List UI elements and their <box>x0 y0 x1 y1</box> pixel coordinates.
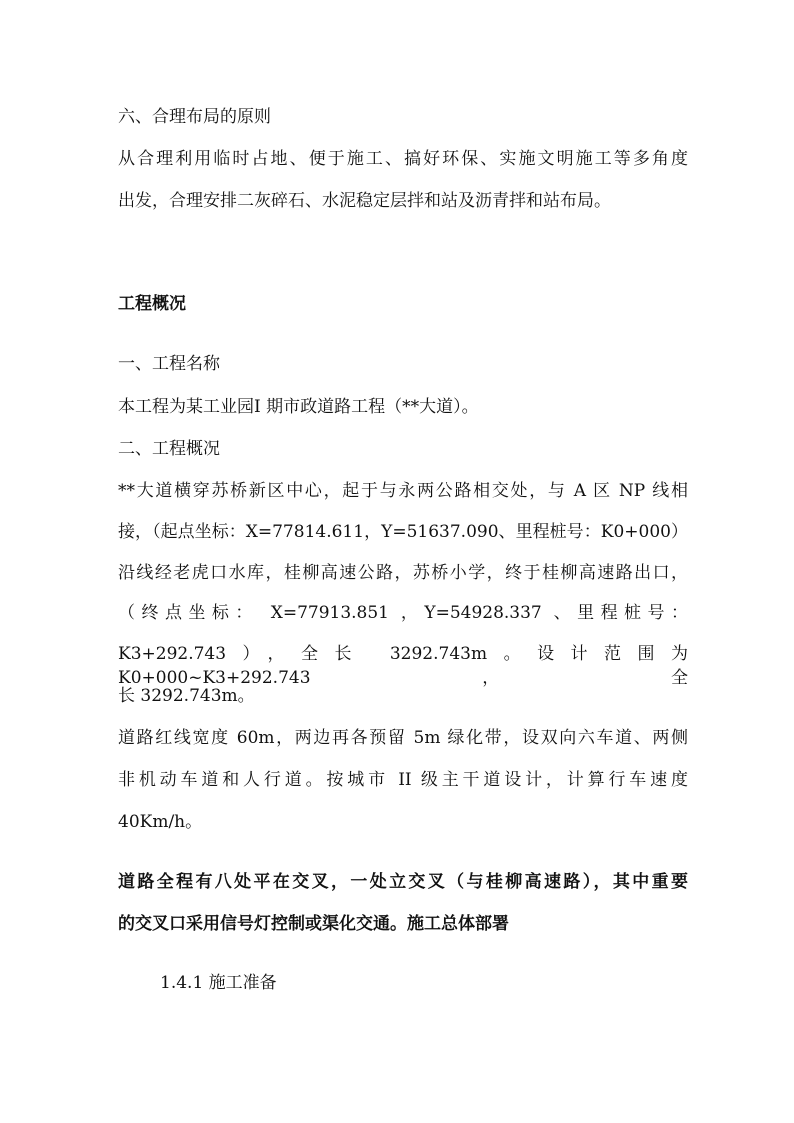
overview-line-7: 道路红线宽度 60m，两边再各预留 5m 绿化带，设双向六车道、两侧 <box>118 728 688 748</box>
section6-line-1: 从合理利用临时占地、便于施工、搞好环保、实施文明施工等多角度 <box>118 149 688 169</box>
overview-line-9: 40Km/h。 <box>118 812 203 832</box>
overview-line-5: K3+292.743），全长 3292.743m。设计范围为 K0+000~K3+292.743，全 <box>118 644 688 688</box>
overview-line-1: **大道横穿苏桥新区中心，起于与永两公路相交处，与 A 区 NP 线相 <box>118 481 688 501</box>
overview-line-8: 非机动车道和人行道。按城市 II 级主干道设计，计算行车速度 <box>118 770 688 790</box>
overview-line-4: （终点坐标： X=77913.851 ，Y=54928.337 、里程桩号： <box>118 603 688 623</box>
overview-line-3: 沿线经老虎口水库，桂柳高速公路，苏桥小学，终于桂柳高速路出口， <box>118 563 688 583</box>
project-overview-heading: 二、工程概况 <box>118 439 220 459</box>
subsection-heading: 1.4.1 施工准备 <box>160 973 277 993</box>
overview-line-2: 接，（起点坐标：X=77814.611，Y=51637.090、里程桩号：K0+000） <box>118 522 688 542</box>
section6-line-2: 出发，合理安排二灰碎石、水泥稳定层拌和站及沥青拌和站布局。 <box>118 191 611 211</box>
project-name-text: 本工程为某工业园Ⅰ 期市政道路工程（**大道）。 <box>118 397 479 417</box>
overview-line-6: 长 3292.743m。 <box>118 686 255 706</box>
intersections-line-2: 的交叉口采用信号灯控制或渠化交通。施工总体部署 <box>118 914 509 934</box>
intersections-line-1: 道路全程有八处平在交叉，一处立交叉（与桂柳高速路），其中重要 <box>118 872 688 892</box>
section6-heading: 六、合理布局的原则 <box>118 107 271 127</box>
overview-title: 工程概况 <box>118 294 186 314</box>
project-name-heading: 一、工程名称 <box>118 354 220 374</box>
